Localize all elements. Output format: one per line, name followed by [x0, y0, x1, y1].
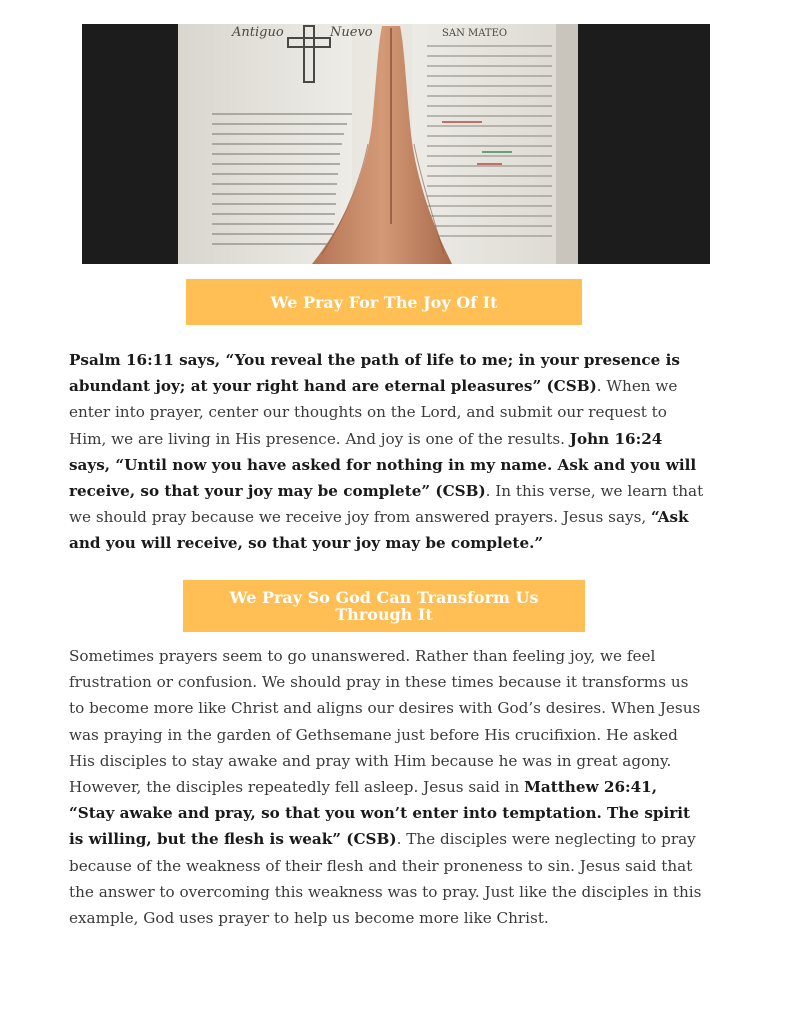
- hero-image-praying-hands-on-bible: [82, 24, 710, 264]
- scripture-matthew-26-41: Matthew 26:41, “Stay awake and pray, so that you won’t enter into temptation. The spirit is willing, but the flesh is weak” (CSB): [69, 778, 691, 849]
- section-heading-transform: [183, 580, 585, 632]
- body-text: Sometimes prayers seem to go unanswered. Rather than feeling joy, we feel frustration or confusion. We should pray in these times because it transforms us to become more like Christ and aligns our desires with God’s desires. When Jesus was praying in the garden of Gethsemane just before His crucifixion. He asked His disciples to stay awake and pray with Him because he was in great agony. However, the disciples repeatedly fell asleep. Jesus said in: [69, 647, 701, 797]
- scripture-quote-ask-and-receive: “Ask and you will receive, so that your joy may be complete.”: [69, 508, 689, 553]
- section-heading-transform-text: We Pray So God Can Transform Us Through It: [229, 588, 539, 624]
- bible-illustration: [82, 24, 710, 264]
- body-text: . When we enter into prayer, center our thoughts on the Lord, and submit our request to Him, we are living in His presence. And joy is one of the results.: [69, 377, 678, 448]
- scripture-psalm-16-11: Psalm 16:11 says, “You reveal the path of life to me; in your presence is abundant joy; at your right hand are eternal pleasures” (CSB): [69, 351, 680, 396]
- section-heading-joy-text: We Pray For The Joy Of It: [270, 292, 498, 312]
- scripture-john-16-24: John 16:24 says, “Until now you have asked for nothing in my name. Ask and you will receive, so that your joy may be complete” (CSB): [69, 429, 697, 501]
- section-heading-joy: [186, 279, 582, 325]
- paragraph-joy: [69, 347, 704, 557]
- body-text: . In this verse, we learn that we should pray because we receive joy from answered prayers. Jesus says,: [69, 482, 704, 527]
- book-header-nuevo: Nuevo: [330, 25, 373, 40]
- book-header-san-mateo: SAN MATEO: [442, 28, 508, 39]
- book-header-antiguo: Antiguo: [232, 25, 284, 40]
- paragraph-transform: [69, 643, 704, 931]
- body-text: . The disciples were neglecting to pray because of the weakness of their flesh and their proneness to sin. Jesus said that the answer to overcoming this weakness was to pray. Just like the disciples in this example, God uses prayer to help us become more like Christ.: [69, 830, 702, 928]
